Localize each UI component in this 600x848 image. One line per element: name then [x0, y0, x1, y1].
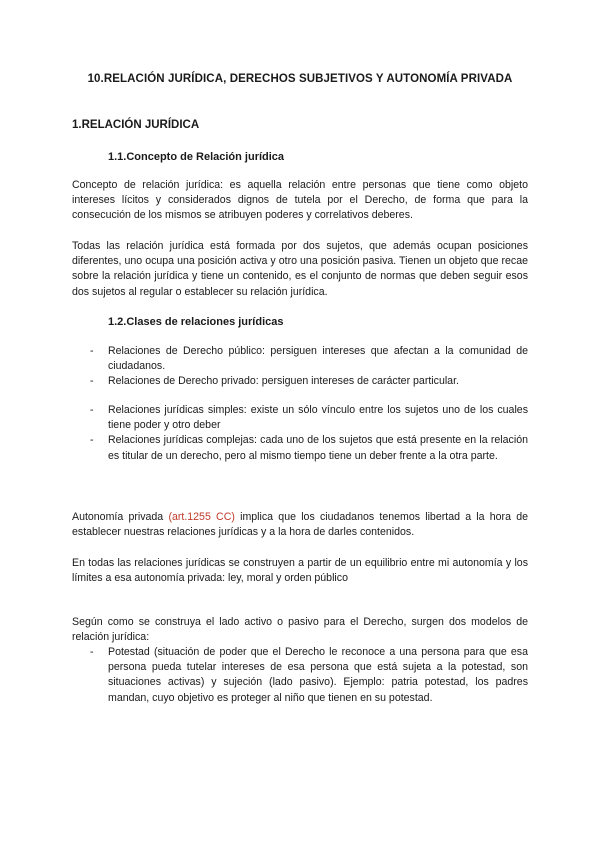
paragraph-sujetos: Todas las relación jurídica está formada por dos sujetos, que además ocupan posiciones diferentes, uno ocupa una posición activa y otro una posición pasiva. Tienen un objeto que recae sobre la relación jurídica y tiene un contenido, es el conjunto de normas que deben seguir esos dos sujetos al regular o establecer su relación jurídica.	[72, 240, 528, 298]
autonomia-text-start: Autonomía privada	[72, 511, 169, 523]
dash-bullet: -	[90, 434, 94, 447]
dash-bullet: -	[90, 646, 94, 658]
subsection-heading-concepto: 1.1.Concepto de Relación jurídica	[108, 151, 285, 163]
dash-bullet: -	[90, 345, 94, 357]
list-modelos	[72, 645, 528, 706]
list-item-text: Relaciones de Derecho privado: persiguen intereses de carácter particular.	[108, 375, 459, 388]
dash-bullet: -	[90, 404, 94, 416]
section-heading-relacion-juridica: 1.RELACIÓN JURÍDICA	[72, 119, 200, 131]
list-simples-complejas	[72, 403, 528, 464]
dash-bullet: -	[90, 375, 94, 388]
list-item-text: Relaciones de Derecho público: persiguen intereses que afectan a la comunidad de ciudadanos.	[108, 345, 528, 373]
subsection-heading-clases: 1.2.Clases de relaciones jurídicas	[108, 316, 284, 328]
list-item	[72, 433, 528, 463]
paragraph-modelos: Según como se construya el lado activo o pasivo para el Derecho, surgen dos modelos de relación jurídica:	[72, 616, 528, 644]
autonomia-text-end: implica que los ciudadanos tenemos libertad a la hora de establecer nuestras relaciones jurídicas y a la hora de darles contenidos.	[72, 511, 528, 539]
list-item	[72, 344, 528, 374]
list-derecho-publico-privado	[72, 344, 528, 390]
list-item	[72, 374, 528, 389]
article-reference: (art.1255 CC)	[168, 511, 235, 523]
document-title: 10.RELACIÓN JURÍDICA, DERECHOS SUBJETIVOS Y AUTONOMÍA PRIVADA	[87, 73, 513, 85]
list-item-text: Relaciones jurídicas complejas: cada uno de los sujetos que está presente en la relación es titular de un derecho, pero al mismo tiempo tiene un deber frente a la otra parte.	[108, 434, 528, 462]
list-item	[72, 645, 528, 706]
list-item-text: Potestad (situación de poder que el Derecho le reconoce a una persona para que esa persona pueda tutelar intereses de esa persona que está sujeta a la potestad, son situaciones activas) y sujeción (lado pasivo). Ejemplo: patria potestad, los padres mandan, cuyo objetivo es proteger al niño que tienen en su potestad.	[108, 646, 528, 704]
list-item	[72, 403, 528, 433]
paragraph-concepto: Concepto de relación jurídica: es aquella relación entre personas que tiene como objeto intereses lícitos y considerados dignos de tutela por el Derecho, de forma que para la consecución de los mismos se atribuyen poderes y correlativos deberes.	[72, 179, 528, 222]
paragraph-autonomia	[72, 510, 528, 540]
paragraph-equilibrio: En todas las relaciones jurídicas se construyen a partir de un equilibrio entre mi autonomía y los límites a esa autonomía privada: ley, moral y orden público	[72, 557, 528, 585]
list-item-text: Relaciones jurídicas simples: existe un sólo vínculo entre los sujetos uno de los cuales tiene poder y otro deber	[108, 404, 528, 432]
